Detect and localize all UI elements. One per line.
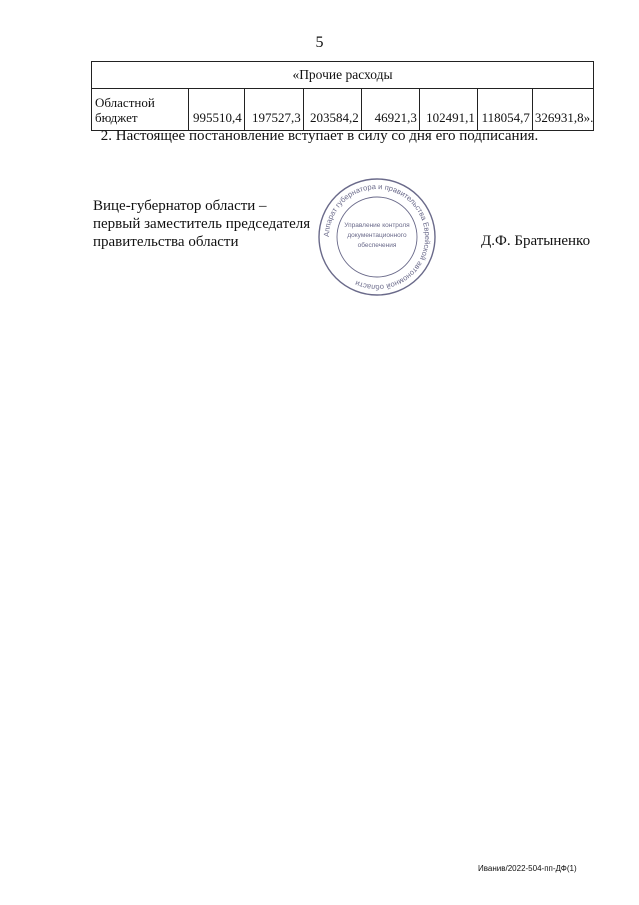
- budget-table: [91, 61, 594, 131]
- table-section-title: «Прочие расходы: [92, 62, 594, 89]
- table-row: [92, 89, 594, 131]
- table-cell: 102491,1: [419, 89, 477, 131]
- stamp-inner-line3: обеспечения: [357, 242, 397, 249]
- table-cell: 197527,3: [244, 89, 303, 131]
- official-stamp: [316, 176, 438, 303]
- table-cell: 118054,7: [477, 89, 532, 131]
- signer-name: Д.Ф. Братыненко: [481, 233, 591, 249]
- row-label-line1: Областной: [95, 94, 155, 110]
- clause-text: 2. Настоящее постановление вступает в силу со дня его подписания.: [100, 128, 539, 144]
- row-label: [92, 89, 189, 131]
- table-cell: 995510,4: [188, 89, 244, 131]
- stamp-inner-line2: документационного: [347, 232, 407, 239]
- stamp-inner-line1: Управление контроля: [344, 222, 410, 229]
- signatory-title-line1: Вице-губернатор области –: [93, 198, 267, 214]
- table-cell: 203584,2: [303, 89, 361, 131]
- table-cell: 326931,8».: [532, 89, 593, 131]
- stamp-outer-text: Аппарат губернатора и правительства Еврейской автономной области: [321, 181, 433, 293]
- signatory-title: [93, 197, 310, 251]
- page-number: 5: [315, 34, 324, 51]
- signatory-title-line2: первый заместитель председателя: [93, 216, 311, 232]
- table-cell: 46921,3: [361, 89, 419, 131]
- signatory-title-line3: правительства области: [93, 234, 239, 250]
- document-code: Иванив/2022-504-пп-ДФ(1): [478, 864, 577, 873]
- row-label-line2: бюджет: [95, 109, 138, 125]
